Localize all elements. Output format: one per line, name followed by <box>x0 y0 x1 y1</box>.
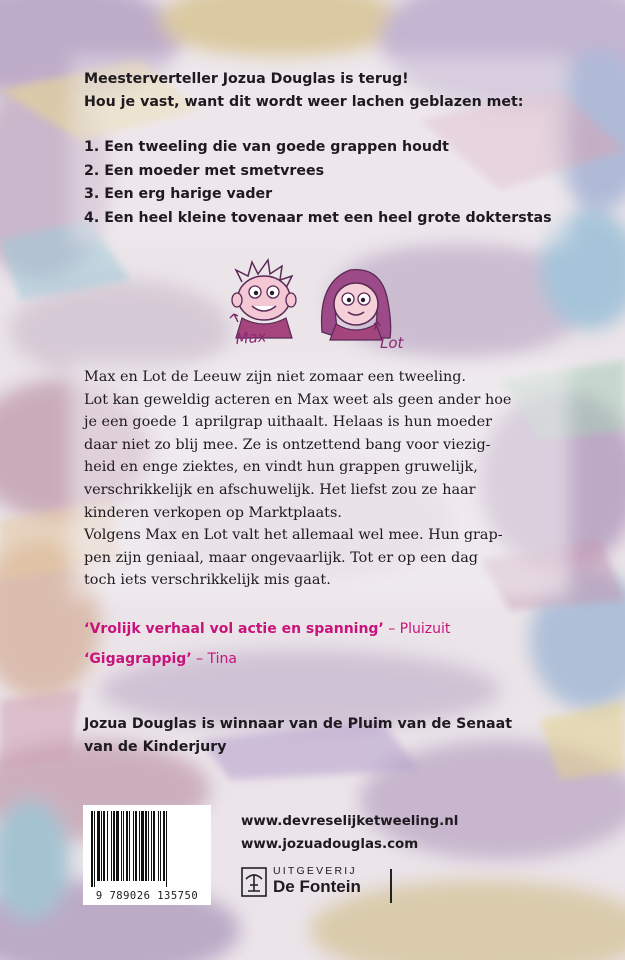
publisher-name-block <box>273 865 361 897</box>
list-item: 3. Een erg harige vader <box>84 186 273 202</box>
list-item: 4. Een heel kleine tovenaar met een heel grote dokterstas <box>84 209 552 226</box>
synopsis-line: Max en Lot de Leeuw zijn niet zomaar een tweeling. <box>84 369 466 385</box>
isbn-barcode <box>83 805 211 905</box>
website-links <box>241 810 458 856</box>
quote-text: ‘Gigagrappig’ <box>84 651 192 667</box>
publisher-name: De Fontein <box>273 877 361 896</box>
award-line-1: Jozua Douglas is winnaar van de Pluim van de Senaat <box>84 716 512 732</box>
list-item: 1. Een tweeling die van goede grappen houdt <box>84 139 449 155</box>
max-face-drawing <box>232 260 296 338</box>
award-line-2: van de Kinderjury <box>84 739 227 755</box>
lot-face-drawing <box>322 270 391 340</box>
website-link[interactable]: www.jozuadouglas.com <box>241 837 419 852</box>
review-quote <box>84 621 450 637</box>
quote-text: ‘Vrolijk verhaal vol actie en spanning’ <box>84 621 384 637</box>
barcode-bars <box>89 811 205 887</box>
quote-source: – Pluizuit <box>388 621 451 637</box>
quote-source: – Tina <box>196 651 238 667</box>
publisher-divider <box>390 869 392 903</box>
intro-line-2: Hou je vast, want dit wordt weer lachen geblazen met: <box>84 94 524 110</box>
max-and-lot-illustration <box>222 252 427 362</box>
synopsis <box>84 366 564 592</box>
synopsis-line: verschrikkelijk en afschuwelijk. Het liefst zou ze haar <box>84 481 476 498</box>
lot-label: Lot <box>380 334 404 352</box>
publisher-logo <box>241 864 421 906</box>
review-quote <box>84 651 237 667</box>
synopsis-line: toch iets verschrikkelijk mis gaat. <box>84 572 331 589</box>
max-label: Max <box>234 327 268 348</box>
intro-line-1: Meesterverteller Jozua Douglas is terug! <box>84 71 409 87</box>
intro-text <box>84 68 523 114</box>
synopsis-line: pen zijn geniaal, maar ongevaarlijk. Tot er op een dag <box>84 549 478 566</box>
publisher-fountain-icon <box>241 867 267 897</box>
synopsis-line: je een goede 1 aprilgrap uithaalt. Helaas is hun moeder <box>84 414 492 431</box>
list-item: 2. Een moeder met smetvrees <box>84 162 325 179</box>
isbn-number: 9 789026 135750 <box>95 890 199 902</box>
feature-list <box>84 136 552 230</box>
synopsis-line: heid en enge ziektes, en vindt hun grappen gruwelijk, <box>84 459 478 476</box>
synopsis-line: kinderen verkopen op Marktplaats. <box>84 504 342 521</box>
award-text <box>84 713 512 759</box>
synopsis-line: daar niet zo blij mee. Ze is ontzettend bang voor viezig- <box>84 436 491 453</box>
synopsis-line: Lot kan geweldig acteren en Max weet als geen ander hoe <box>84 391 512 408</box>
publisher-label: UITGEVERIJ <box>273 865 357 877</box>
website-link[interactable]: www.devreselijketweeling.nl <box>241 814 459 829</box>
synopsis-line: Volgens Max en Lot valt het allemaal wel mee. Hun grap- <box>84 527 503 544</box>
